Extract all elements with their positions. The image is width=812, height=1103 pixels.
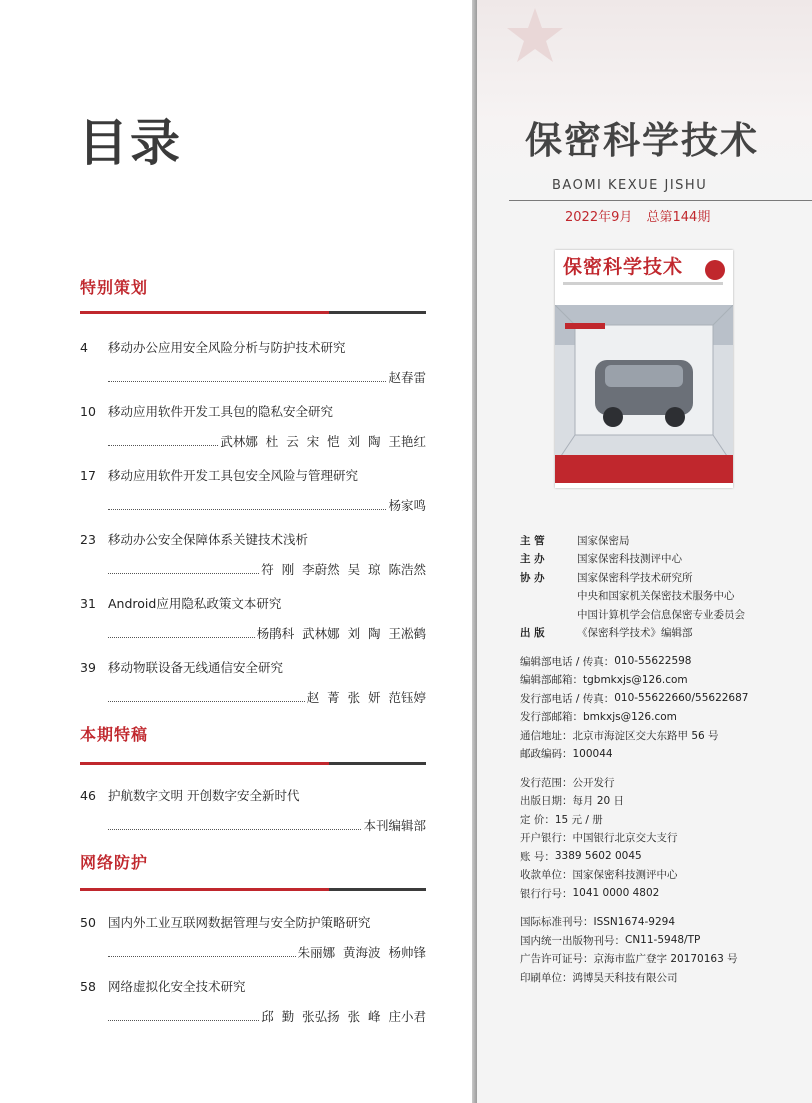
info-row: 主 管 国家保密局: [520, 534, 630, 547]
leader-dots: [108, 371, 386, 382]
info-row: 账 号： 3389 5602 0045: [520, 850, 642, 863]
article-authors: 杨鹃科 武林娜 刘 陶 王凇鹤: [256, 626, 426, 641]
info-row: 协 办 国家保密科学技术研究所: [520, 571, 693, 584]
leader-dots: [108, 819, 361, 830]
leader-dots: [108, 946, 296, 957]
section-rule: [80, 888, 426, 891]
info-row: 发行部邮箱： bmkxjs@126.com: [520, 710, 677, 724]
issue-date: 2022年9月: [565, 210, 633, 225]
toc-entry[interactable]: [80, 466, 426, 516]
leader-dots: [108, 435, 218, 446]
info-row: 主 办 国家保密科技测评中心: [520, 553, 682, 566]
info-row: 中国计算机学会信息保密专业委员会: [577, 608, 745, 621]
info-row: 出版日期： 每月 20 日: [520, 795, 625, 808]
info-row: 定 价： 15 元 / 册: [520, 813, 603, 826]
page-number: 17: [80, 468, 96, 483]
info-row: 编辑部邮箱： tgbmkxjs@126.com: [520, 673, 688, 687]
page-number: 10: [80, 404, 96, 419]
page-number: 31: [80, 596, 96, 611]
toc-title: 目录: [78, 114, 182, 172]
info-row: 编辑部电话 / 传真： 010-55622598: [520, 655, 692, 668]
toc-entry[interactable]: [80, 977, 426, 1027]
leader-dots: [108, 499, 386, 510]
section-heading: 本期特稿: [80, 725, 149, 744]
car-assembly-photo-icon: [555, 305, 733, 483]
article-authors: 武林娜 杜 云 宋 恺 刘 陶 王艳红: [220, 434, 426, 449]
info-row: 印刷单位： 鸿博昊天科技有限公司: [520, 971, 678, 984]
leader-dots: [108, 563, 259, 574]
toc-entry[interactable]: [80, 594, 426, 644]
star-watermark-icon: [505, 6, 565, 66]
section-rule: [80, 311, 426, 314]
article-title: 护航数字文明 开创数字安全新时代: [108, 788, 300, 803]
article-title: 移动应用软件开发工具包的隐私安全研究: [108, 404, 334, 419]
toc-entry[interactable]: [80, 402, 426, 452]
section-heading: 特别策划: [80, 278, 149, 297]
toc-entry[interactable]: [80, 530, 426, 580]
cover-badge-icon: [705, 260, 725, 280]
article-authors: 赵 菁 张 妍 范钰婷: [306, 690, 426, 705]
article-authors: 杨家鸣: [388, 498, 426, 513]
info-row: 国际标准刊号： ISSN1674-9294: [520, 915, 676, 929]
article-authors: 朱丽娜 黄海波 杨帅锋: [297, 945, 426, 960]
article-title: 网络虚拟化安全技术研究: [108, 979, 246, 994]
toc-entry[interactable]: [80, 913, 426, 963]
info-row: 收款单位： 国家保密科技测评中心: [520, 869, 678, 882]
publication-info: [520, 531, 810, 987]
info-row: 广告许可证号： 京海市监广登字 20170163 号: [520, 953, 738, 966]
info-row: 中央和国家机关保密技术服务中心: [577, 590, 735, 603]
section-heading: 网络防护: [80, 853, 149, 872]
info-row: 国内统一出版物刊号： CN11-5948/TP: [520, 934, 701, 947]
page-number: 50: [80, 915, 96, 930]
leader-dots: [108, 691, 305, 702]
magazine-pinyin: BAOMI KEXUE JISHU: [552, 178, 708, 193]
issue-info: [565, 206, 720, 225]
info-row: 银行行号： 1041 0000 4802: [520, 887, 660, 900]
page-number: 39: [80, 660, 96, 675]
article-title: 移动办公应用安全风险分析与防护技术研究: [108, 340, 346, 355]
info-row: 发行部电话 / 传真： 010-55622660/55622687: [520, 692, 749, 705]
article-authors: 邱 勤 张弘扬 张 峰 庄小君: [261, 1009, 426, 1024]
article-title: 国内外工业互联网数据管理与安全防护策略研究: [108, 915, 371, 930]
info-row: 出 版 《保密科学技术》编辑部: [520, 627, 693, 640]
issue-rule: [509, 200, 812, 201]
article-authors: 赵春雷: [388, 370, 426, 385]
info-row: 开户银行： 中国银行北京交大支行: [520, 832, 678, 845]
article-title: 移动物联设备无线通信安全研究: [108, 660, 284, 675]
page-number: 4: [80, 340, 88, 355]
cover-title: 保密科学技术: [563, 256, 684, 278]
toc-entry[interactable]: [80, 786, 426, 836]
article-authors: 符 刚 李蔚然 吴 琼 陈浩然: [261, 562, 426, 577]
article-authors: 本刊编辑部: [363, 818, 426, 833]
article-title: 移动办公安全保障体系关键技术浅析: [108, 532, 309, 547]
page-number: 58: [80, 979, 96, 994]
magazine-title: 保密科学技术: [525, 119, 759, 162]
magazine-info-column: [477, 0, 812, 1103]
toc-entry[interactable]: [80, 658, 426, 708]
page-number: 23: [80, 532, 96, 547]
leader-dots: [108, 627, 255, 638]
leader-dots: [108, 1010, 259, 1021]
section-rule: [80, 762, 426, 765]
info-row: 通信地址： 北京市海淀区交大东路甲 56 号: [520, 729, 719, 742]
toc-entry[interactable]: [80, 338, 426, 388]
article-title: 移动应用软件开发工具包安全风险与管理研究: [108, 468, 359, 483]
info-row: 发行范围： 公开发行: [520, 776, 615, 789]
article-title: Android应用隐私政策文本研究: [108, 596, 282, 611]
info-row: 邮政编码： 100044: [520, 747, 613, 761]
cover-subtitle-bar: [563, 282, 723, 285]
page-number: 46: [80, 788, 96, 803]
issue-total: 总第144期: [646, 210, 711, 225]
cover-image[interactable]: [555, 250, 733, 488]
